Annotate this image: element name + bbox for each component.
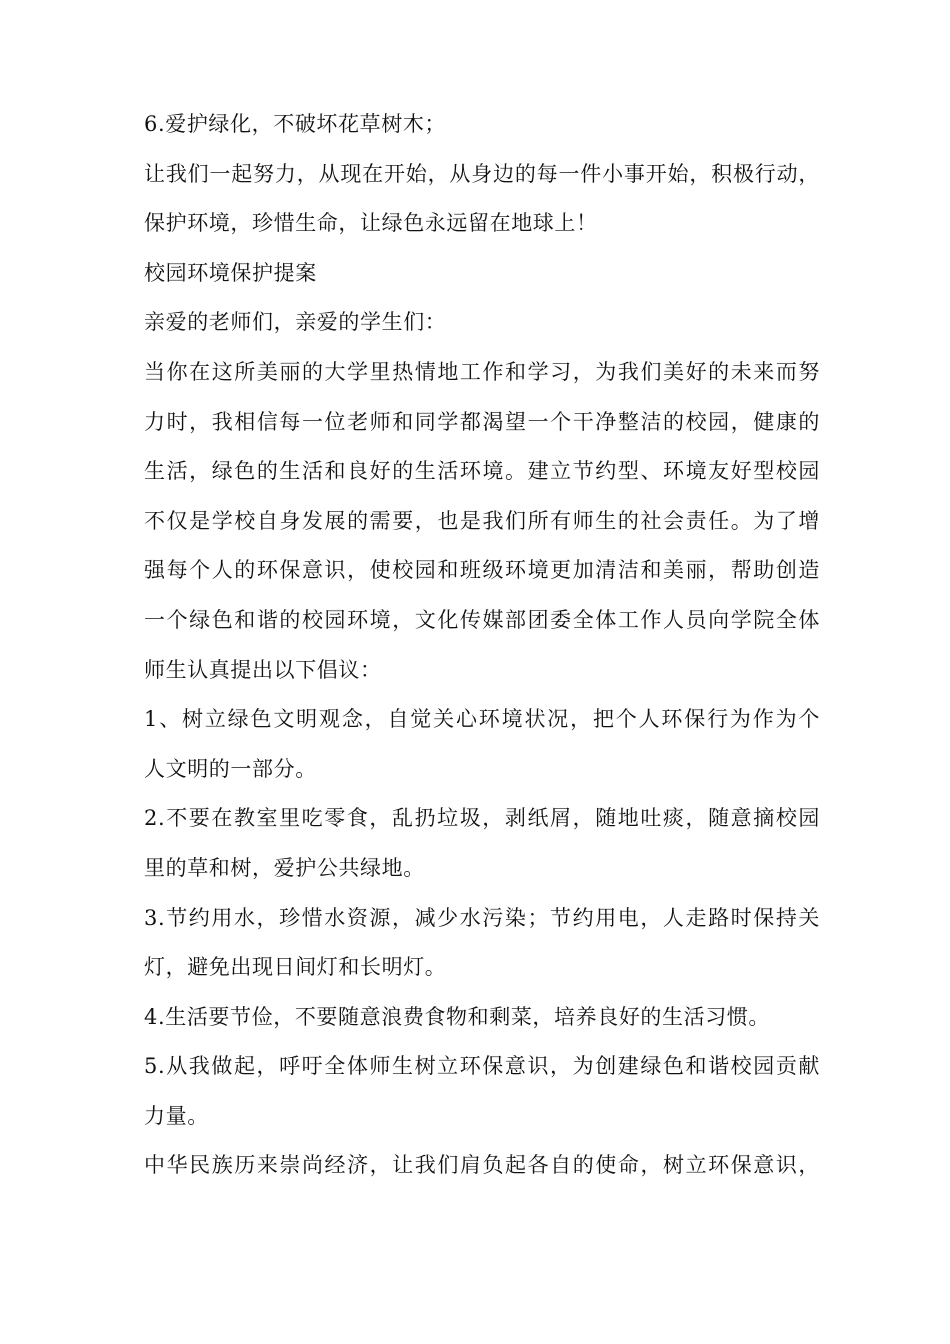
- document-page: [144, 0, 820, 1344]
- text-line: 生活，绿色的生活和良好的生活环境。建立节约型、环境友好型校园: [144, 459, 820, 484]
- text-line: 让我们一起努力，从现在开始，从身边的每一件小事开始，积极行动，: [144, 161, 820, 186]
- list-item: 3.节约用水，珍惜水资源，减少水污染；节约用电，人走路时保持关: [144, 905, 820, 930]
- text-line: 一个绿色和谐的校园环境，文化传媒部团委全体工作人员向学院全体: [144, 607, 820, 632]
- text-line: 力时，我相信每一位老师和同学都渴望一个干净整洁的校园，健康的: [144, 409, 820, 434]
- list-item: 1、树立绿色文明观念，自觉关心环境状况，把个人环保行为作为个: [144, 707, 820, 732]
- text-line: 强每个人的环保意识，使校园和班级环境更加清洁和美丽，帮助创造: [144, 558, 820, 583]
- section-heading: 校园环境保护提案: [144, 260, 317, 285]
- text-line: 保护环境，珍惜生命，让绿色永远留在地球上！: [144, 211, 598, 236]
- text-line: 灯，避免出现日间灯和长明灯。: [144, 955, 447, 980]
- text-line: 师生认真提出以下倡议：: [144, 657, 382, 682]
- list-item: 2.不要在教室里吃零食，乱扔垃圾，剥纸屑，随地吐痰，随意摘校园: [144, 806, 820, 831]
- text-line: 中华民族历来崇尚经济，让我们肩负起各自的使命，树立环保意识，: [144, 1153, 820, 1178]
- text-line: 力量。: [144, 1103, 209, 1128]
- text-line: 人文明的一部分。: [144, 756, 317, 781]
- text-line: 不仅是学校自身发展的需要，也是我们所有师生的社会责任。为了增: [144, 508, 820, 533]
- list-item: 5.从我做起，呼吁全体师生树立环保意识，为创建绿色和谐校园贡献: [144, 1054, 820, 1079]
- text-line: 6.爱护绿化，不破坏花草树木；: [144, 112, 447, 136]
- text-line: 当你在这所美丽的大学里热情地工作和学习，为我们美好的未来而努: [144, 359, 820, 384]
- salutation: 亲爱的老师们，亲爱的学生们：: [144, 310, 447, 335]
- list-item: 4.生活要节俭，不要随意浪费食物和剩菜，培养良好的生活习惯。: [144, 1004, 771, 1029]
- text-line: 里的草和树，爱护公共绿地。: [144, 855, 425, 880]
